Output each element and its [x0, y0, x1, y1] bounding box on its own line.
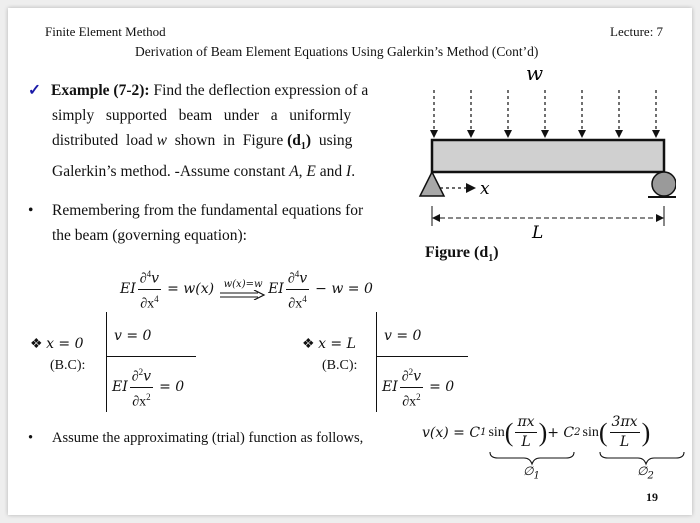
bc-left-moment: EI $\frac{\partial^2v}{\partial x^2}$ = 0 — [112, 364, 184, 410]
bc-left-hline — [106, 356, 196, 357]
trial-text: • Assume the approximating (trial) function as follows, — [28, 430, 364, 446]
dim-arrow-right-icon — [656, 214, 664, 222]
governing-paragraph — [28, 198, 408, 248]
example-line-3: distributed load w shown in Figure $(d_1)$ using — [52, 132, 353, 153]
load-label: w — [526, 61, 544, 85]
dim-arrow-left-icon — [432, 214, 440, 222]
example-line-2: simply supported beam under a uniformly — [52, 107, 352, 124]
roller-support-icon — [652, 172, 676, 196]
pin-support-icon — [420, 172, 444, 196]
phi1-label: $\emptyset_1$ — [523, 464, 540, 482]
slide-subtitle: Derivation of Beam Element Equations Using Galerkin’s Method (Cont’d) — [135, 44, 539, 59]
governing-line-2: the beam (governing equation): — [52, 227, 247, 244]
bc-right-moment: EI $\frac{\partial^2v}{\partial x^2}$ = 0 — [382, 364, 454, 410]
implies-arrow: w(x)=w — [220, 279, 266, 300]
example-paragraph — [28, 78, 428, 184]
diamond-bullet-icon: ❖ — [30, 337, 43, 352]
bc-right-deflection: v = 0 — [384, 328, 422, 344]
figure-caption: Figure $(d_1)$ — [425, 244, 499, 265]
beam-body — [432, 140, 664, 172]
course-title: Finite Element Method — [45, 24, 166, 39]
bc-left-label: (B.C): — [50, 358, 86, 373]
checkmark-icon: ✓ — [28, 82, 41, 99]
bc-right-hline — [376, 356, 468, 357]
bc-right-location: ❖ x = L — [302, 336, 356, 352]
length-label: L — [532, 223, 544, 243]
governing-line-1: Remembering from the fundamental equations for — [52, 202, 364, 219]
example-line-4: Galerkin’s method. -Assume constant A, E and I. — [52, 163, 356, 181]
diamond-bullet-icon: ❖ — [302, 337, 315, 352]
bc-left-location: ❖ x = 0 — [30, 336, 84, 352]
example-label: Example (7-2): — [51, 82, 150, 99]
lecture-number: Lecture: 7 — [610, 24, 664, 39]
slide — [8, 8, 692, 515]
bullet-dot: • — [28, 202, 34, 219]
bc-right-label: (B.C): — [322, 358, 358, 373]
underbrace-phi2 — [600, 452, 684, 464]
bc-left-vline — [106, 312, 107, 412]
page-number: 19 — [646, 490, 658, 504]
underbraces — [488, 450, 688, 466]
x-axis-label: x — [480, 179, 490, 199]
x-axis-arrow-icon — [466, 183, 476, 193]
bullet-dot: • — [28, 430, 34, 446]
phi2-label: $\emptyset_2$ — [637, 464, 654, 482]
example-line-1: Find the deflection expression of a — [149, 82, 369, 99]
governing-equation: EI $\frac{\partial^4v}{\partial x^4}$ = w(x) w(x)=w EI $\frac{\partial^4v}{\partial x^4}$ − w = 0 — [120, 266, 373, 312]
underbrace-phi1 — [490, 452, 574, 464]
bc-left-deflection: v = 0 — [114, 328, 152, 344]
trial-function: v(x) = C 1 sin ( $\frac{\pi x}{L}$ ) + C 2 sin ( $\frac{3\pi x}{L}$ ) — [422, 414, 651, 450]
bc-right-vline — [376, 312, 377, 412]
distributed-load-arrows — [430, 90, 660, 138]
beam-figure — [406, 58, 676, 268]
